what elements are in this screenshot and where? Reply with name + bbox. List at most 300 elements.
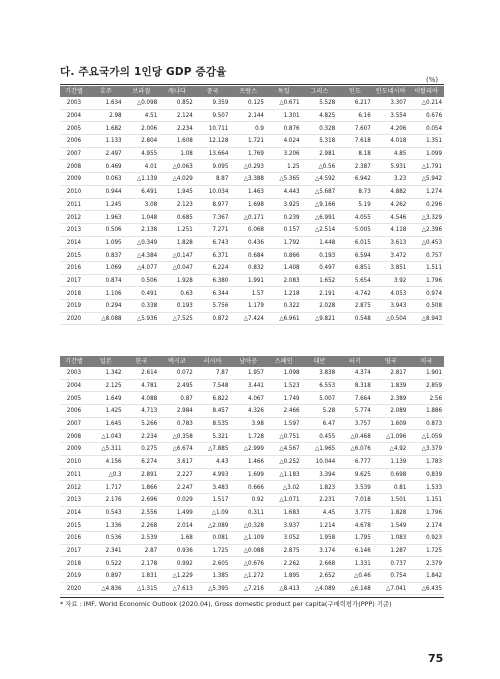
value-cell: 6.491 [124, 185, 160, 198]
value-cell: 5.318 [302, 135, 338, 148]
table-row [60, 405, 444, 418]
value-cell: 2.668 [302, 557, 338, 570]
value-cell: △7.424 [230, 312, 266, 325]
value-cell: 0.063 [88, 173, 124, 186]
value-cell: 1.796 [408, 274, 444, 287]
value-cell: 0.872 [195, 312, 231, 325]
value-cell: △7.885 [195, 443, 231, 456]
value-cell: 2.379 [408, 557, 444, 570]
value-cell: 1.725 [408, 544, 444, 557]
value-cell: 1.886 [408, 405, 444, 418]
value-cell: 4.443 [266, 185, 302, 198]
year-cell: 2018 [60, 287, 88, 300]
value-cell: 1.214 [302, 519, 338, 532]
value-cell: 0.876 [266, 122, 302, 135]
value-cell: 0.992 [159, 557, 195, 570]
value-cell: △2.089 [195, 519, 231, 532]
value-cell: △0.349 [124, 236, 160, 249]
value-cell: 1.828 [373, 506, 409, 519]
value-cell: 4.374 [337, 367, 373, 379]
value-cell: 2.014 [159, 519, 195, 532]
column-header: 캐나다 [159, 86, 195, 97]
value-cell: 2.144 [230, 109, 266, 122]
value-cell: 5.19 [337, 198, 373, 211]
value-cell: 1.828 [159, 236, 195, 249]
value-cell: 0.698 [373, 468, 409, 481]
value-cell: 4.067 [230, 392, 266, 405]
value-cell: 6.146 [337, 544, 373, 557]
value-cell: △6.435 [408, 582, 444, 595]
value-cell: 1.57 [230, 287, 266, 300]
value-cell: 13.664 [195, 147, 231, 160]
value-cell: 1.783 [408, 455, 444, 468]
table-row [60, 135, 444, 148]
value-cell: 0.783 [159, 417, 195, 430]
value-cell: 0.506 [88, 223, 124, 236]
value-cell: 1.769 [230, 147, 266, 160]
value-cell: △0.468 [337, 430, 373, 443]
value-cell: 2.556 [124, 506, 160, 519]
table-row [60, 185, 444, 198]
value-cell: 6.224 [195, 261, 231, 274]
value-cell: 1.901 [408, 367, 444, 379]
value-cell: 1.083 [373, 531, 409, 544]
value-cell: 9.359 [195, 97, 231, 109]
value-cell: 1.699 [230, 468, 266, 481]
year-cell: 2017 [60, 274, 88, 287]
value-cell: △5.942 [408, 173, 444, 186]
year-cell: 2018 [60, 557, 88, 570]
value-cell: 0.491 [124, 287, 160, 300]
value-cell: 0.436 [230, 236, 266, 249]
year-cell: 2007 [60, 417, 88, 430]
table-row [60, 97, 444, 109]
value-cell: 0.522 [88, 557, 124, 570]
value-cell: △0.171 [230, 211, 266, 224]
unit-label: (%) [426, 76, 439, 84]
year-cell: 2013 [60, 493, 88, 506]
value-cell: 1.795 [337, 531, 373, 544]
table-row [60, 557, 444, 570]
value-cell: 4.825 [302, 109, 338, 122]
value-cell: △2.396 [408, 223, 444, 236]
value-cell: △1.965 [302, 443, 338, 456]
table-row [60, 211, 444, 224]
value-cell: 10.044 [302, 455, 338, 468]
value-cell: 5.756 [195, 300, 231, 313]
value-cell: △1.791 [408, 160, 444, 173]
value-cell: 1.649 [88, 392, 124, 405]
column-header: 스페인 [266, 356, 302, 367]
value-cell: △0.098 [124, 97, 160, 109]
value-cell: 1.466 [230, 455, 266, 468]
value-cell: 0.684 [230, 249, 266, 262]
value-cell: 1.098 [266, 367, 302, 379]
value-cell: △6.674 [159, 443, 195, 456]
value-cell: 6.942 [337, 173, 373, 186]
value-cell: 1.463 [230, 185, 266, 198]
year-cell: 2019 [60, 300, 88, 313]
value-cell: 3.92 [373, 274, 409, 287]
value-cell: 2.176 [88, 493, 124, 506]
value-cell: △4.089 [302, 582, 338, 595]
value-cell: 1.511 [408, 261, 444, 274]
value-cell: 3.394 [302, 468, 338, 481]
value-cell: 6.344 [195, 287, 231, 300]
value-cell: 1.945 [159, 185, 195, 198]
year-cell: 2009 [60, 443, 88, 456]
value-cell: 0.87 [159, 392, 195, 405]
year-cell: 2006 [60, 405, 88, 418]
value-cell: △4.92 [373, 443, 409, 456]
value-cell: △5.936 [124, 312, 160, 325]
value-cell: 7.618 [337, 135, 373, 148]
column-header: 일본 [88, 356, 124, 367]
value-cell: 3.441 [230, 379, 266, 392]
value-cell: 9.625 [337, 468, 373, 481]
value-cell: 7.87 [195, 367, 231, 379]
value-cell: △1.09 [195, 506, 231, 519]
value-cell: 1.597 [266, 417, 302, 430]
top-rule [60, 84, 444, 85]
value-cell: 7.664 [337, 392, 373, 405]
value-cell: 2.389 [373, 392, 409, 405]
column-header: 멕시코 [159, 356, 195, 367]
value-cell: △1.183 [266, 468, 302, 481]
table-row [60, 261, 444, 274]
value-cell: △1.043 [88, 430, 124, 443]
value-cell: 1.425 [88, 405, 124, 418]
value-cell: △1.109 [230, 531, 266, 544]
value-cell: 1.048 [124, 211, 160, 224]
value-cell: 3.775 [337, 506, 373, 519]
year-cell: 2020 [60, 582, 88, 595]
value-cell: 3.472 [373, 249, 409, 262]
value-cell: 2.696 [124, 493, 160, 506]
year-cell: 2020 [60, 312, 88, 325]
year-cell: 2015 [60, 519, 88, 532]
value-cell: △0.3 [88, 468, 124, 481]
value-cell: 0.757 [408, 249, 444, 262]
value-cell: 9.095 [195, 160, 231, 173]
value-cell: △3.388 [230, 173, 266, 186]
year-cell: 2003 [60, 97, 88, 109]
year-cell: 2006 [60, 135, 88, 148]
value-cell: 0.974 [408, 287, 444, 300]
value-cell: 2.138 [124, 223, 160, 236]
column-header: 미국 [408, 356, 444, 367]
value-cell: △0.453 [408, 236, 444, 249]
year-cell: 2004 [60, 379, 88, 392]
value-cell: △0.063 [159, 160, 195, 173]
value-cell: 1.645 [88, 417, 124, 430]
table-row [60, 531, 444, 544]
table-row [60, 367, 444, 379]
value-cell: 1.792 [266, 236, 302, 249]
value-cell: △2.514 [302, 223, 338, 236]
value-cell: 0.866 [266, 249, 302, 262]
value-cell: △9.821 [302, 312, 338, 325]
value-cell: 10.034 [195, 185, 231, 198]
value-cell: 0.157 [266, 223, 302, 236]
value-cell: 0.676 [408, 109, 444, 122]
value-cell: 4.262 [373, 198, 409, 211]
value-cell: 1.218 [266, 287, 302, 300]
table-row [60, 198, 444, 211]
value-cell: 6.380 [195, 274, 231, 287]
value-cell: 1.609 [373, 417, 409, 430]
value-cell: 0.852 [159, 97, 195, 109]
value-cell: 1.728 [230, 430, 266, 443]
value-cell: △0.147 [159, 249, 195, 262]
value-cell: 1.68 [159, 531, 195, 544]
value-cell: 0.754 [373, 570, 409, 583]
value-cell: 4.118 [373, 223, 409, 236]
column-header: 기간별 [60, 86, 88, 97]
value-cell: 1.533 [408, 481, 444, 494]
value-cell: △7.525 [159, 312, 195, 325]
value-cell: △6.961 [266, 312, 302, 325]
value-cell: 6.553 [302, 379, 338, 392]
value-cell: 1.08 [159, 147, 195, 160]
value-cell: 1.251 [159, 223, 195, 236]
value-cell: 1.928 [159, 274, 195, 287]
value-cell: 0.125 [230, 97, 266, 109]
value-cell: 5.774 [337, 405, 373, 418]
value-cell: 0.068 [230, 223, 266, 236]
value-cell: 3.174 [302, 544, 338, 557]
value-cell: 2.231 [302, 493, 338, 506]
value-cell: 0.666 [230, 481, 266, 494]
value-cell: △0.671 [266, 97, 302, 109]
value-cell: 0.081 [195, 531, 231, 544]
value-cell: 0.275 [124, 443, 160, 456]
value-cell: 1.682 [88, 122, 124, 135]
value-cell: 1.301 [266, 109, 302, 122]
value-cell: 0.029 [159, 493, 195, 506]
table-row [60, 236, 444, 249]
value-cell: 7.271 [195, 223, 231, 236]
value-cell: 7.607 [337, 122, 373, 135]
value-cell: 2.123 [159, 198, 195, 211]
value-cell: 1.796 [408, 506, 444, 519]
value-cell: △0.214 [408, 97, 444, 109]
value-cell: 2.089 [373, 405, 409, 418]
value-cell: 4.45 [302, 506, 338, 519]
table-row [60, 493, 444, 506]
value-cell: 4.51 [124, 109, 160, 122]
value-cell: 4.01 [124, 160, 160, 173]
year-cell: 2019 [60, 570, 88, 583]
table-row [60, 274, 444, 287]
value-cell: 4.43 [195, 455, 231, 468]
value-cell: 1.179 [230, 300, 266, 313]
value-cell: 0.193 [302, 249, 338, 262]
value-cell: 1.721 [230, 135, 266, 148]
value-cell: 3.052 [266, 531, 302, 544]
value-cell: 1.331 [337, 557, 373, 570]
value-cell: △0.46 [337, 570, 373, 583]
value-cell: 2.234 [159, 122, 195, 135]
table-row [60, 249, 444, 262]
value-cell: 3.23 [373, 173, 409, 186]
value-cell: 1.139 [373, 455, 409, 468]
value-cell: △7.216 [230, 582, 266, 595]
value-cell: 1.448 [302, 236, 338, 249]
value-cell: 6.274 [124, 455, 160, 468]
value-cell: 4.882 [373, 185, 409, 198]
value-cell: 0.543 [88, 506, 124, 519]
value-cell: 5.321 [195, 430, 231, 443]
value-cell: 0.322 [266, 300, 302, 313]
value-cell: 2.859 [408, 379, 444, 392]
value-cell: 1.831 [124, 570, 160, 583]
value-cell: △1.071 [266, 493, 302, 506]
value-cell: 7.548 [195, 379, 231, 392]
source-note: * 자료 : IMF, World Economic Outlook (2020.04), Gross domestic product per capita(구매력평가(PPP) 기준) [60, 600, 392, 608]
value-cell: 0.296 [408, 198, 444, 211]
year-cell: 2011 [60, 198, 88, 211]
value-cell: 1.274 [408, 185, 444, 198]
value-cell: 0.63 [159, 287, 195, 300]
value-cell: 4.546 [373, 211, 409, 224]
value-cell: △0.252 [266, 455, 302, 468]
year-cell: 2003 [60, 367, 88, 379]
value-cell: 2.341 [88, 544, 124, 557]
value-cell: 0.944 [88, 185, 124, 198]
value-cell: 6.822 [195, 392, 231, 405]
value-cell: 1.866 [124, 481, 160, 494]
value-cell: 1.549 [373, 519, 409, 532]
value-cell: 3.943 [373, 300, 409, 313]
value-cell: 2.981 [302, 147, 338, 160]
column-header: 대만 [302, 356, 338, 367]
value-cell: 8.977 [195, 198, 231, 211]
value-cell: 3.617 [159, 455, 195, 468]
value-cell: 2.875 [337, 300, 373, 313]
value-cell: △7.041 [373, 582, 409, 595]
table-row [60, 582, 444, 595]
value-cell: 0.193 [159, 300, 195, 313]
value-cell: 3.851 [373, 261, 409, 274]
value-cell: 1.408 [266, 261, 302, 274]
value-cell: 0.338 [124, 300, 160, 313]
value-cell: △3.379 [408, 443, 444, 456]
value-cell: 1.385 [195, 570, 231, 583]
year-cell: 2005 [60, 392, 88, 405]
year-cell: 2009 [60, 173, 88, 186]
value-cell: 1.287 [373, 544, 409, 557]
value-cell: 2.539 [124, 531, 160, 544]
value-cell: 8.457 [195, 405, 231, 418]
value-cell: 4.993 [195, 468, 231, 481]
value-cell: △4.077 [124, 261, 160, 274]
value-cell: 2.497 [88, 147, 124, 160]
year-cell: 2016 [60, 261, 88, 274]
value-cell: 0.506 [124, 274, 160, 287]
table-row [60, 481, 444, 494]
value-cell: 1.501 [373, 493, 409, 506]
value-cell: 0.936 [159, 544, 195, 557]
value-cell: 6.777 [337, 455, 373, 468]
value-cell: 4.955 [124, 147, 160, 160]
value-cell: △5.395 [195, 582, 231, 595]
year-cell: 2004 [60, 109, 88, 122]
value-cell: 1.634 [88, 97, 124, 109]
value-cell: 1.842 [408, 570, 444, 583]
value-cell: 2.006 [124, 122, 160, 135]
year-cell: 2005 [60, 122, 88, 135]
value-cell: 4.678 [337, 519, 373, 532]
value-cell: △5.311 [88, 443, 124, 456]
value-cell: 1.069 [88, 261, 124, 274]
value-cell: △0.358 [159, 430, 195, 443]
value-cell: 3.483 [195, 481, 231, 494]
value-cell: 6.47 [302, 417, 338, 430]
column-header: 중국 [195, 86, 231, 97]
value-cell: 1.683 [266, 506, 302, 519]
value-cell: 0.054 [408, 122, 444, 135]
value-cell: 1.839 [373, 379, 409, 392]
column-header: 독일 [266, 86, 302, 97]
value-cell: 2.891 [124, 468, 160, 481]
value-cell: △6.991 [302, 211, 338, 224]
value-cell: 6.851 [337, 261, 373, 274]
year-cell: 2012 [60, 481, 88, 494]
value-cell: △0.676 [230, 557, 266, 570]
value-cell: 3.937 [266, 519, 302, 532]
value-cell: 3.757 [337, 417, 373, 430]
value-cell: 0.897 [88, 570, 124, 583]
value-cell: △4.384 [124, 249, 160, 262]
value-cell: 0.81 [373, 481, 409, 494]
table-row [60, 287, 444, 300]
value-cell: 0.923 [408, 531, 444, 544]
year-cell: 2010 [60, 455, 88, 468]
value-cell: △6.076 [337, 443, 373, 456]
table-row [60, 223, 444, 236]
table-row [60, 312, 444, 325]
value-cell: 2.98 [88, 109, 124, 122]
value-cell: 6.594 [337, 249, 373, 262]
value-cell: △0.56 [302, 160, 338, 173]
table-row [60, 122, 444, 135]
value-cell: 1.608 [159, 135, 195, 148]
value-cell: 8.73 [337, 185, 373, 198]
value-cell: △5.687 [302, 185, 338, 198]
value-cell: 1.095 [88, 236, 124, 249]
value-cell: △3.329 [408, 211, 444, 224]
value-cell: 4.053 [373, 287, 409, 300]
column-header: 영국 [373, 356, 409, 367]
value-cell: 0.508 [408, 300, 444, 313]
value-cell: 1.698 [230, 198, 266, 211]
value-cell: △0.293 [230, 160, 266, 173]
value-cell: 2.178 [124, 557, 160, 570]
value-cell: 7.018 [337, 493, 373, 506]
value-cell: 6.015 [337, 236, 373, 249]
page-number: 75 [428, 652, 444, 665]
value-cell: 2.804 [124, 135, 160, 148]
header-row [60, 86, 444, 97]
value-cell: 2.125 [88, 379, 124, 392]
value-cell: △8.413 [266, 582, 302, 595]
value-cell: 6.743 [195, 236, 231, 249]
value-cell: 2.56 [408, 392, 444, 405]
value-cell: 4.206 [373, 122, 409, 135]
table-row [60, 544, 444, 557]
value-cell: 0.873 [408, 417, 444, 430]
